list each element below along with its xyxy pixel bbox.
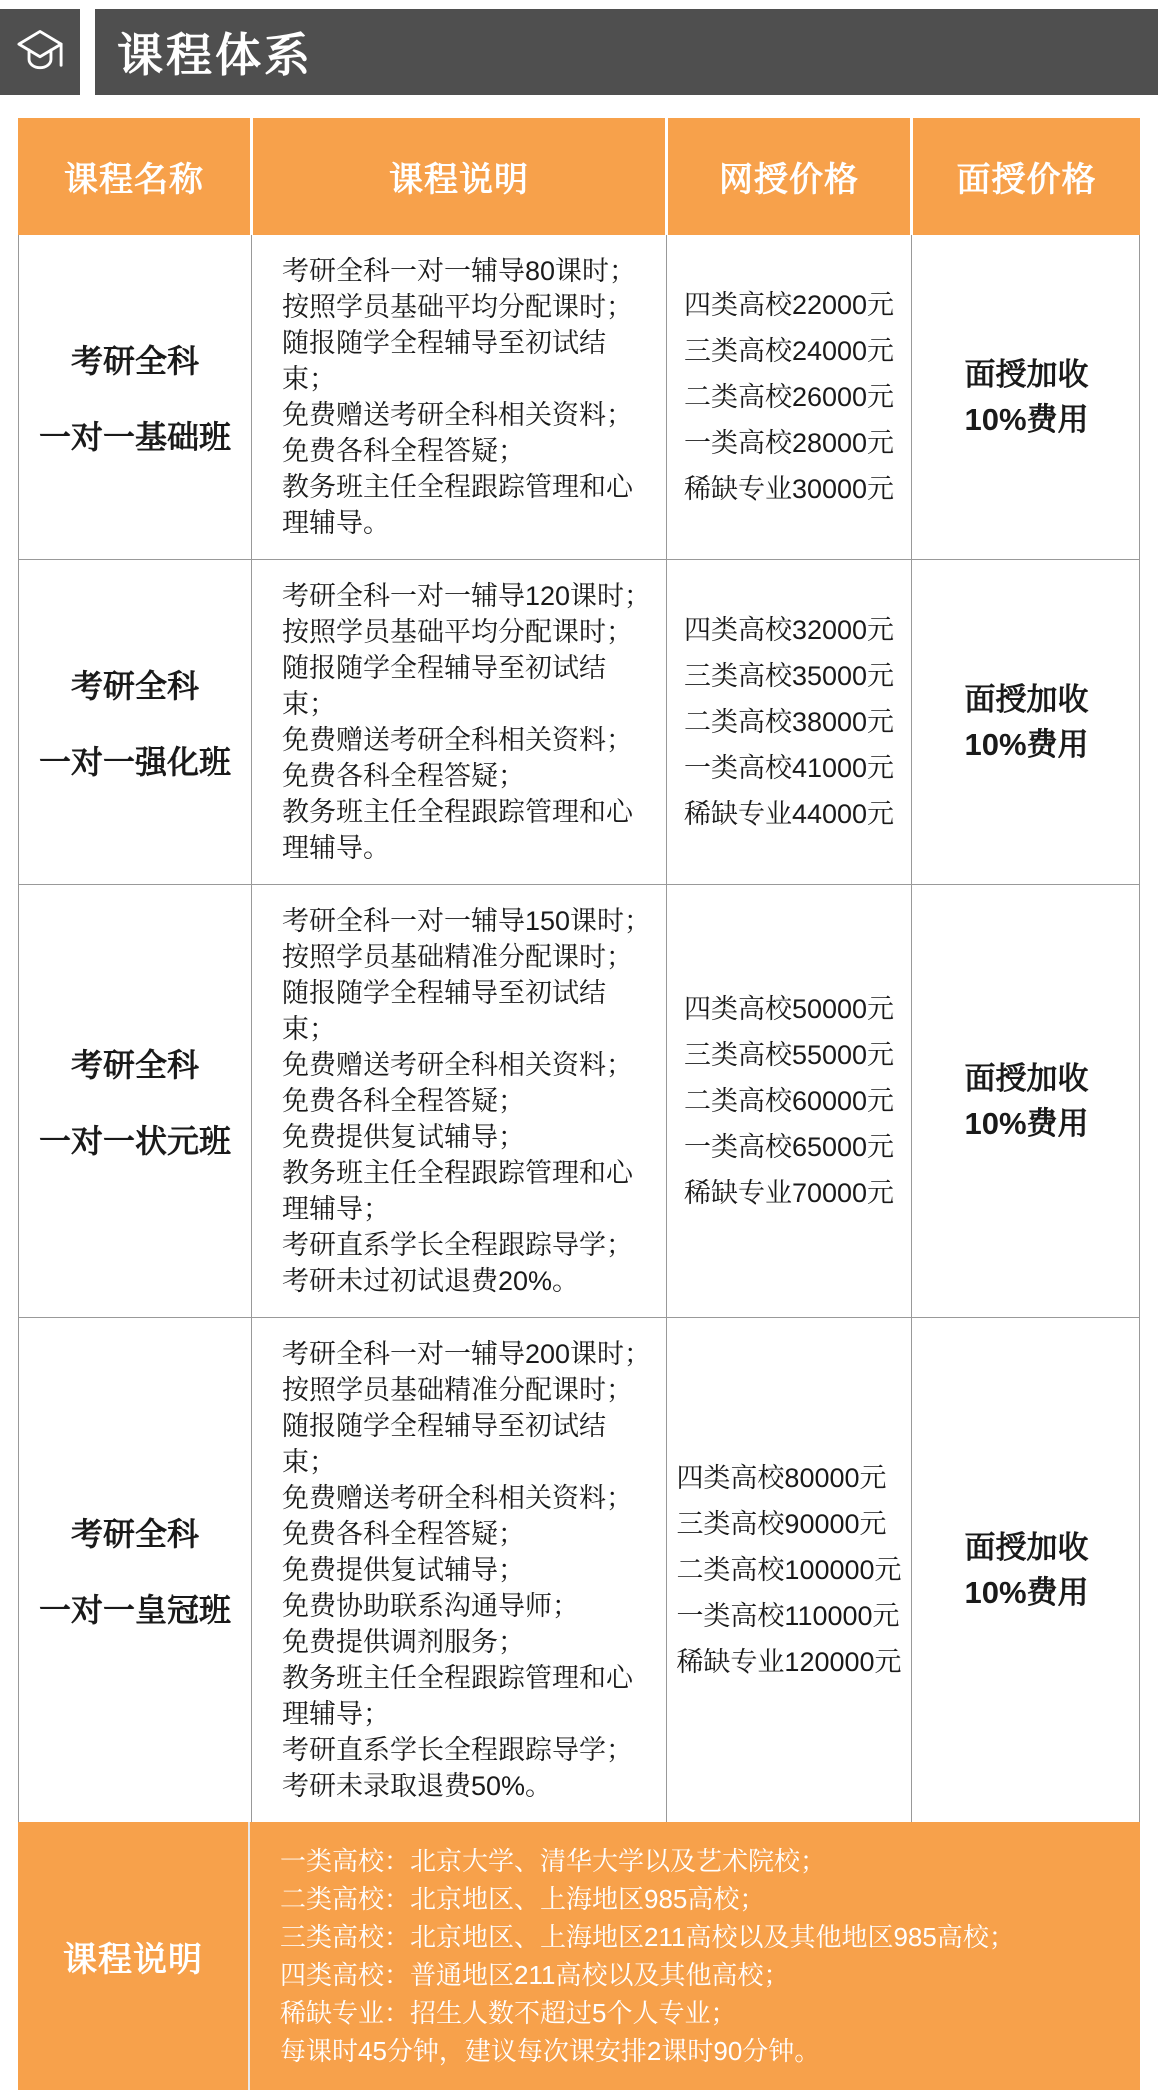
text-line: 考研全科一对一辅导80课时； xyxy=(282,256,637,286)
text-line: 一对一强化班 xyxy=(38,744,231,780)
page-header xyxy=(0,9,1158,95)
offline-price-cell xyxy=(911,885,1141,1317)
course-description-cell xyxy=(251,885,666,1317)
text-line: 免费提供调剂服务； xyxy=(282,1627,525,1657)
text-line: 按照学员基础精准分配课时； xyxy=(282,942,633,972)
text-line: 一类高校28000元 xyxy=(683,428,895,458)
course-description xyxy=(252,1318,666,1822)
text-line: 四类高校：普通地区211高校以及其他高校； xyxy=(280,1960,790,1990)
text-line: 四类高校50000元 xyxy=(683,994,895,1024)
offline-price-cell xyxy=(911,560,1141,884)
text-line: 免费各科全程答疑； xyxy=(282,436,525,466)
text-line: 免费赠送考研全科相关资料； xyxy=(282,725,633,755)
text-line: 一对一基础班 xyxy=(38,419,231,455)
text-line: 10%费用 xyxy=(964,1575,1089,1610)
text-line: 免费各科全程答疑； xyxy=(282,761,525,791)
text-line: 三类高校55000元 xyxy=(683,1040,895,1070)
text-line: 10%费用 xyxy=(964,727,1089,762)
text-line: 考研未录取退费50%。 xyxy=(282,1771,553,1801)
text-line: 每课时45分钟，建议每次课安排2课时90分钟。 xyxy=(280,2036,821,2066)
notes-cell xyxy=(250,1822,1140,2090)
course-description xyxy=(252,235,666,559)
text-line: 面授加收 xyxy=(964,357,1089,392)
column-header-course-description: 课程说明 xyxy=(250,118,665,235)
online-price-cell xyxy=(666,885,911,1317)
text-line: 一类高校：北京大学、清华大学以及艺术院校； xyxy=(280,1846,827,1876)
course-name-cell xyxy=(19,560,251,884)
text-line: 二类高校100000元 xyxy=(676,1555,902,1585)
offline-price xyxy=(964,1525,1088,1615)
online-price xyxy=(684,607,894,837)
text-line: 考研全科 xyxy=(70,1047,199,1083)
offline-price xyxy=(964,677,1088,767)
text-line: 三类高校90000元 xyxy=(676,1509,887,1539)
text-line: 四类高校22000元 xyxy=(683,290,895,320)
text-line: 考研全科 xyxy=(70,343,199,379)
table-row xyxy=(19,560,1139,885)
offline-price xyxy=(964,1056,1088,1146)
text-line: 考研全科 xyxy=(70,668,199,704)
text-line: 教务班主任全程跟踪管理和心理辅导； xyxy=(282,1158,633,1224)
text-line: 稀缺专业44000元 xyxy=(683,799,895,829)
text-line: 稀缺专业：招生人数不超过5个人专业； xyxy=(280,1998,737,2028)
table-row xyxy=(19,885,1139,1318)
text-line: 教务班主任全程跟踪管理和心理辅导； xyxy=(282,1663,633,1729)
text-line: 免费提供复试辅导； xyxy=(282,1122,525,1152)
course-name xyxy=(39,336,231,458)
text-line: 考研全科一对一辅导150课时； xyxy=(282,906,652,936)
text-line: 免费协助联系沟通导师； xyxy=(282,1591,579,1621)
online-price-cell xyxy=(666,235,911,559)
offline-price xyxy=(964,352,1088,442)
table-header-row xyxy=(18,118,1140,235)
notes-row xyxy=(18,1822,1140,2090)
online-price xyxy=(684,282,894,512)
course-name-cell xyxy=(19,1318,251,1822)
online-price xyxy=(676,1455,901,1685)
text-line: 考研直系学长全程跟踪导学； xyxy=(282,1230,633,1260)
text-line: 按照学员基础精准分配课时； xyxy=(282,1375,633,1405)
course-description-cell xyxy=(251,235,666,559)
notes-label: 课程说明 xyxy=(18,1822,250,2090)
text-line: 面授加收 xyxy=(964,1061,1089,1096)
text-line: 三类高校35000元 xyxy=(683,661,895,691)
text-line: 随报随学全程辅导至初试结束； xyxy=(282,653,606,719)
text-line: 教务班主任全程跟踪管理和心理辅导。 xyxy=(282,472,633,538)
course-name xyxy=(39,1509,231,1631)
table-row xyxy=(19,1318,1139,1822)
pricing-table xyxy=(18,118,1140,2090)
text-line: 一类高校65000元 xyxy=(683,1132,895,1162)
text-line: 随报随学全程辅导至初试结束； xyxy=(282,978,606,1044)
text-line: 考研全科一对一辅导200课时； xyxy=(282,1339,652,1369)
graduation-cap-icon xyxy=(13,23,67,82)
text-line: 二类高校38000元 xyxy=(683,707,895,737)
course-name xyxy=(39,661,231,783)
text-line: 10%费用 xyxy=(964,402,1089,437)
text-line: 考研全科一对一辅导120课时； xyxy=(282,581,652,611)
column-header-online-price: 网授价格 xyxy=(665,118,910,235)
online-price xyxy=(684,986,894,1216)
text-line: 考研直系学长全程跟踪导学； xyxy=(282,1735,633,1765)
notes-lines xyxy=(250,1822,1025,2090)
banner-divider xyxy=(80,9,95,95)
text-line: 一对一皇冠班 xyxy=(38,1592,231,1628)
table-row xyxy=(19,235,1139,560)
text-line: 四类高校80000元 xyxy=(676,1463,887,1493)
text-line: 按照学员基础平均分配课时； xyxy=(282,617,633,647)
offline-price-cell xyxy=(911,235,1141,559)
text-line: 考研未过初试退费20%。 xyxy=(282,1266,580,1296)
text-line: 免费赠送考研全科相关资料； xyxy=(282,400,633,430)
text-line: 四类高校32000元 xyxy=(683,615,895,645)
text-line: 教务班主任全程跟踪管理和心理辅导。 xyxy=(282,797,633,863)
text-line: 一对一状元班 xyxy=(38,1123,231,1159)
text-line: 免费赠送考研全科相关资料； xyxy=(282,1050,633,1080)
offline-price-cell xyxy=(911,1318,1141,1822)
text-line: 面授加收 xyxy=(964,682,1089,717)
text-line: 免费各科全程答疑； xyxy=(282,1519,525,1549)
text-line: 一类高校41000元 xyxy=(683,753,895,783)
text-line: 10%费用 xyxy=(964,1106,1089,1141)
column-header-offline-price: 面授价格 xyxy=(910,118,1140,235)
course-name xyxy=(39,1040,231,1162)
online-price-cell xyxy=(666,560,911,884)
text-line: 考研全科 xyxy=(70,1516,199,1552)
text-line: 稀缺专业120000元 xyxy=(676,1647,902,1677)
course-name-cell xyxy=(19,885,251,1317)
text-line: 二类高校：北京地区、上海地区985高校； xyxy=(280,1884,766,1914)
page-title: 课程体系 xyxy=(95,9,1158,95)
text-line: 免费各科全程答疑； xyxy=(282,1086,525,1116)
text-line: 三类高校：北京地区、上海地区211高校以及其他地区985高校； xyxy=(280,1922,1015,1952)
course-description-cell xyxy=(251,560,666,884)
course-description-cell xyxy=(251,1318,666,1822)
column-header-course-name: 课程名称 xyxy=(18,118,250,235)
course-description xyxy=(252,885,666,1317)
online-price-cell xyxy=(666,1318,911,1822)
text-line: 免费提供复试辅导； xyxy=(282,1555,525,1585)
text-line: 稀缺专业30000元 xyxy=(683,474,895,504)
text-line: 一类高校110000元 xyxy=(676,1601,900,1631)
table-body xyxy=(18,235,1140,1822)
text-line: 随报随学全程辅导至初试结束； xyxy=(282,328,606,394)
course-name-cell xyxy=(19,235,251,559)
text-line: 稀缺专业70000元 xyxy=(683,1178,895,1208)
text-line: 二类高校26000元 xyxy=(683,382,895,412)
text-line: 三类高校24000元 xyxy=(683,336,895,366)
text-line: 按照学员基础平均分配课时； xyxy=(282,292,633,322)
course-description xyxy=(252,560,666,884)
text-line: 面授加收 xyxy=(964,1530,1089,1565)
text-line: 随报随学全程辅导至初试结束； xyxy=(282,1411,606,1477)
logo-box xyxy=(0,9,80,95)
text-line: 免费赠送考研全科相关资料； xyxy=(282,1483,633,1513)
text-line: 二类高校60000元 xyxy=(683,1086,895,1116)
